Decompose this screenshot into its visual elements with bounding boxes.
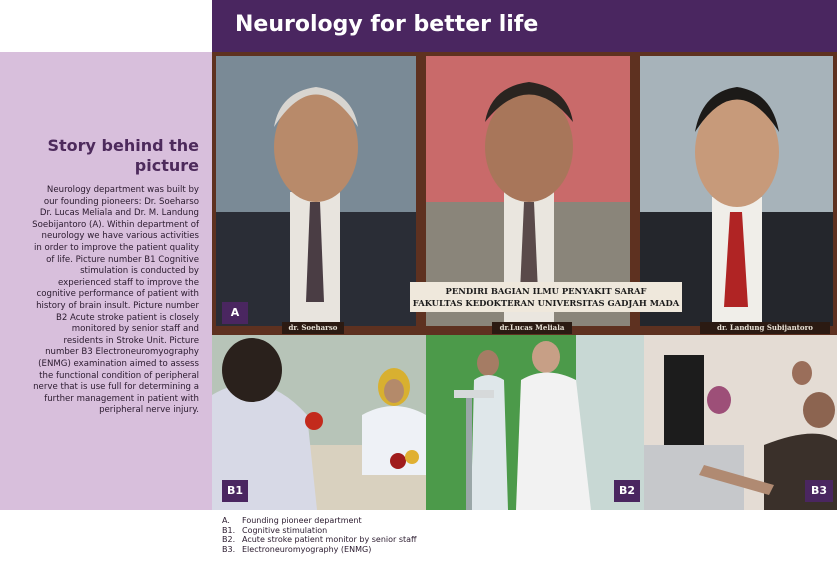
caption-text: Cognitive stimulation: [242, 525, 328, 535]
photo-b2-label: B2: [614, 480, 640, 502]
figure-captions: [222, 516, 622, 554]
sidebar-panel: [0, 52, 212, 510]
caption-row: [222, 516, 622, 526]
caption-text: Acute stroke patient monitor by senior staff: [242, 535, 417, 545]
plaque-line-1: PENDIRI BAGIAN ILMU PENYAKIT SARAF: [445, 286, 647, 296]
caption-key: A.: [222, 516, 230, 525]
header-banner: [212, 0, 837, 52]
sidebar-body-text: Neurology department was built by our founding pioneers: Dr. Soeharso Dr. Lucas Meliala and Dr. M. Landung Soebijantoro (A). Within department of neurology we have various activities in order to improve the patient quality of life. Picture number B1 Cognitive stimulation is conducted by experienced staff to improve the cognitive performance of patient with history of brain insult. Picture number B2 Acute stroke patient is closely monitored by senior staff and residents in Stroke Unit. Picture number B3 Electroneuromyography (ENMG) examination aimed to assess the functional condition of peripheral nerve that is use full for determining a further management in patient with peripheral nerve injury.: [32, 185, 199, 416]
photo-b3-label: B3: [805, 480, 833, 502]
plaque-line-2: FAKULTAS KEDOKTERAN UNIVERSITAS GADJAH MADA: [412, 298, 680, 308]
caption-text: Founding pioneer department: [242, 516, 362, 525]
caption-key: B2.: [222, 535, 236, 545]
plaque: [410, 282, 682, 312]
photo-a-label: A: [222, 302, 248, 324]
caption-key: B1.: [222, 525, 236, 535]
photo-acute-stroke-monitoring: [426, 335, 644, 510]
caption-row: [222, 545, 622, 555]
photo-b1-label: B1: [222, 480, 248, 502]
nameplate-subijantoro: dr. Landung Subijantoro: [700, 322, 830, 334]
caption-row: [222, 526, 622, 536]
caption-text: Electroneuromyography (ENMG): [242, 544, 372, 554]
sidebar-heading: Story behind the picture: [47, 136, 199, 175]
nameplate-soeharso: dr. Soeharso: [282, 322, 344, 334]
caption-row: [222, 535, 622, 545]
caption-key: B3.: [222, 544, 236, 554]
nameplate-meliala: dr.Lucas Meliala: [492, 322, 572, 334]
page-title: Neurology for better life: [235, 12, 539, 37]
